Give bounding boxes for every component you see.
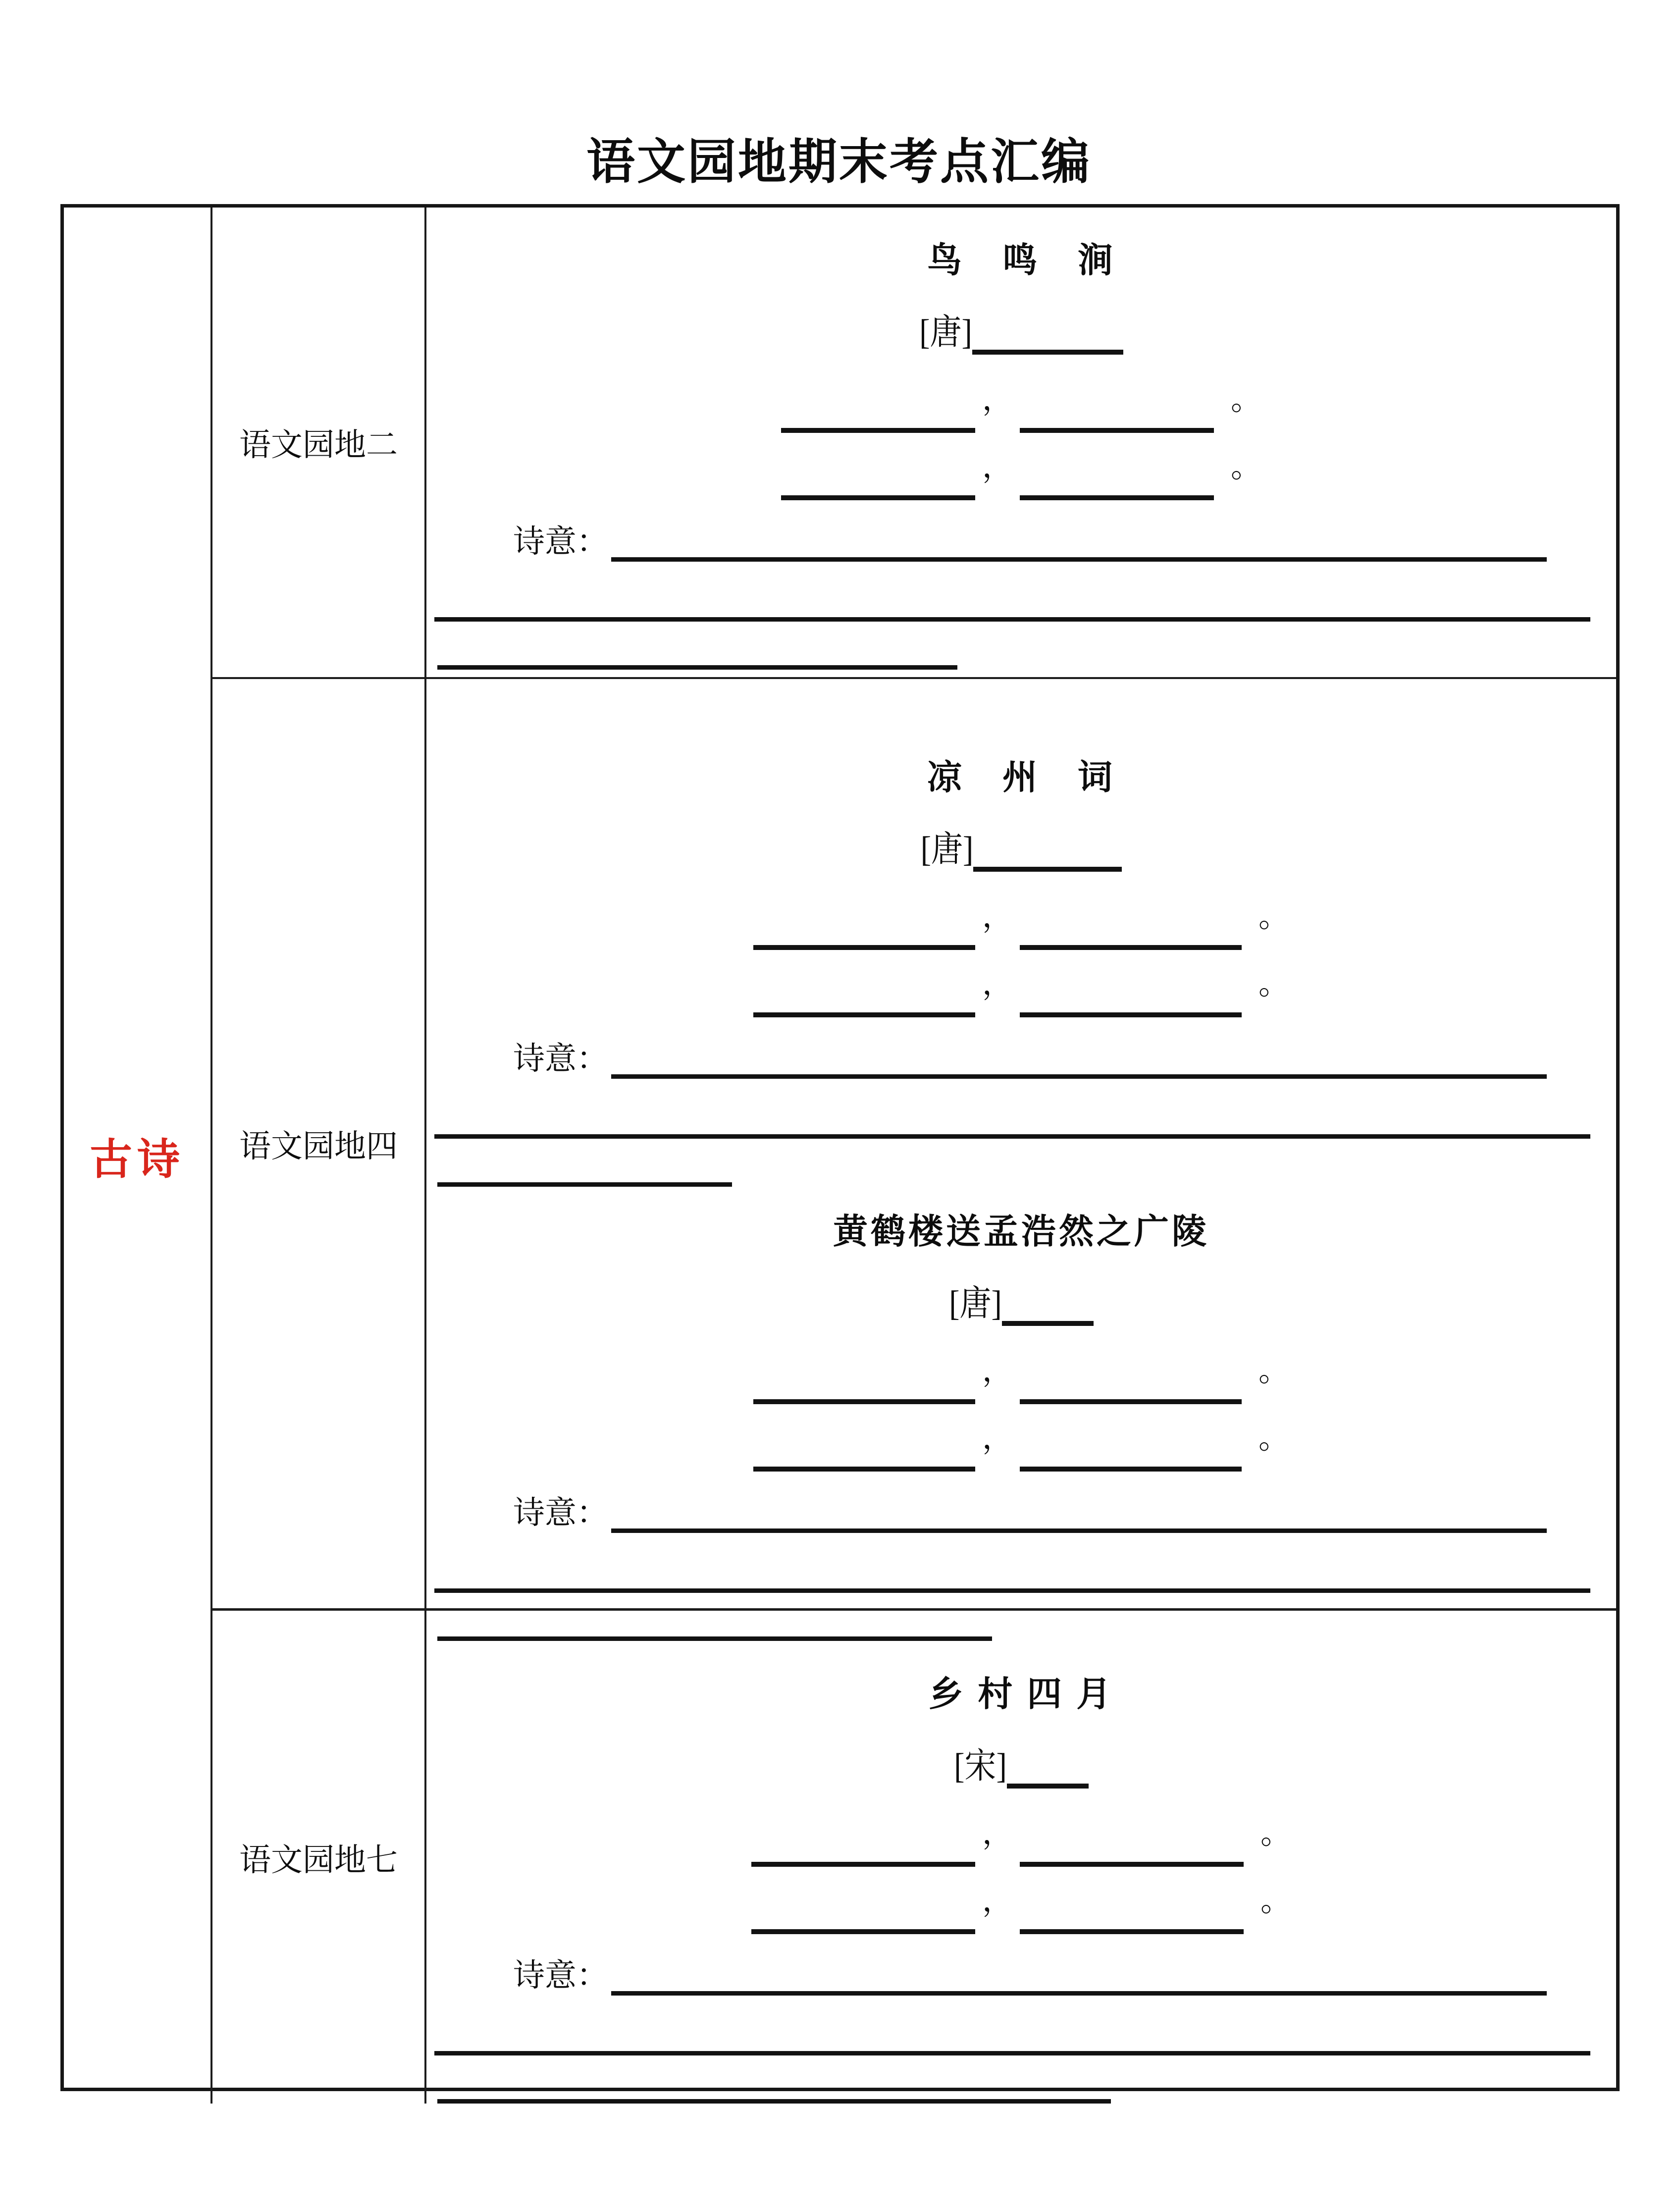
verse-line-2 xyxy=(751,1881,1291,1934)
poem-title: 乡 村 四 月 xyxy=(928,1676,1114,1714)
author-blank-line xyxy=(1002,1271,1094,1326)
verse-blank-line xyxy=(753,1413,975,1472)
poem-title: 凉 州 词 xyxy=(927,759,1115,797)
period: 。 xyxy=(1260,1817,1292,1850)
dynasty-label: [唐] xyxy=(920,829,974,869)
category-label: 古诗 xyxy=(90,1136,185,1183)
author-blank-line xyxy=(1007,1734,1089,1789)
unit-label: 语文园地七 xyxy=(239,1842,398,1878)
poem-author-row xyxy=(919,305,1123,355)
poem-title: 鸟 鸣 涧 xyxy=(927,242,1115,280)
comma: ， xyxy=(982,900,1013,934)
poem-block-xiangcunsiyue xyxy=(426,1611,1616,2104)
period: 。 xyxy=(1258,1354,1290,1388)
author-blank-line xyxy=(972,300,1123,355)
comma: ， xyxy=(982,1884,1013,1918)
author-blank-line xyxy=(973,817,1122,872)
comma: ， xyxy=(982,450,1013,484)
period: 。 xyxy=(1231,450,1262,484)
dynasty-label: [唐] xyxy=(919,312,972,352)
shiyi-blank-line-2 xyxy=(434,2051,1590,2055)
verse-blank-line xyxy=(781,442,975,500)
comma: ， xyxy=(982,967,1013,1001)
verse-blank-line xyxy=(1020,1808,1244,1867)
page-title: 语文园地期末考点汇编 xyxy=(586,135,1092,189)
dynasty-label: [唐] xyxy=(949,1283,1002,1323)
poem-block-liangzhouci xyxy=(426,679,1616,1187)
verse-blank-line xyxy=(753,1346,975,1404)
verse-blank-line xyxy=(751,1876,975,1934)
poem-title: 黄鹤楼送孟浩然之广陵 xyxy=(833,1213,1209,1251)
verse-blank-line xyxy=(781,374,975,433)
poems-table xyxy=(60,204,1620,2091)
comma: ， xyxy=(982,1817,1013,1850)
shiyi-label: 诗意： xyxy=(513,1495,608,1530)
comma: ， xyxy=(982,1354,1013,1388)
verse-blank-line xyxy=(1020,442,1214,500)
period: 。 xyxy=(1231,383,1262,417)
shiyi-blank-line-2 xyxy=(434,1134,1590,1139)
shiyi-blank-line-1 xyxy=(611,1485,1547,1533)
period: 。 xyxy=(1258,967,1290,1001)
poem-block-niaomingjian xyxy=(426,208,1616,670)
poem-author-row xyxy=(954,1739,1089,1789)
poem-author-row xyxy=(921,822,1122,872)
comma: ， xyxy=(982,383,1013,417)
unit-label: 语文园地四 xyxy=(239,1129,398,1164)
period: 。 xyxy=(1260,1884,1292,1918)
verse-line-1 xyxy=(753,1351,1289,1404)
unit-label: 语文园地二 xyxy=(239,427,398,463)
poem-block-huanghelou xyxy=(426,1204,1616,1641)
period: 。 xyxy=(1258,1422,1290,1455)
shiyi-row xyxy=(426,1489,1616,1533)
shiyi-blank-line-1 xyxy=(611,514,1547,562)
verse-line-2 xyxy=(753,964,1289,1017)
dynasty-label: [宋] xyxy=(954,1746,1007,1786)
shiyi-blank-line-1 xyxy=(611,1031,1547,1079)
verse-line-1 xyxy=(753,896,1289,950)
unit-cell-yuwenyuandi-7 xyxy=(210,1608,424,2104)
shiyi-blank-line-3 xyxy=(437,2099,1111,2104)
unit-cell-yuwenyuandi-2 xyxy=(210,208,424,677)
shiyi-label: 诗意： xyxy=(513,1958,608,1993)
shiyi-row xyxy=(426,1035,1616,1079)
verse-blank-line xyxy=(1020,1413,1242,1472)
shiyi-row xyxy=(426,1952,1616,1996)
verse-blank-line xyxy=(1020,1346,1242,1404)
verse-blank-line xyxy=(1020,892,1242,950)
shiyi-blank-line-2 xyxy=(434,617,1590,622)
content-cell-row3 xyxy=(424,1608,1616,2104)
verse-blank-line xyxy=(1020,959,1242,1017)
shiyi-label: 诗意： xyxy=(513,1041,608,1076)
verse-line-1 xyxy=(751,1813,1291,1867)
verse-blank-line xyxy=(1020,1876,1244,1934)
shiyi-row xyxy=(426,518,1616,562)
verse-line-2 xyxy=(753,1418,1289,1472)
content-cell-row2 xyxy=(424,677,1616,1608)
shiyi-blank-line-3 xyxy=(437,1182,732,1187)
comma: ， xyxy=(982,1422,1013,1455)
period: 。 xyxy=(1258,900,1290,934)
shiyi-blank-line-2 xyxy=(434,1588,1590,1593)
verse-line-1 xyxy=(781,379,1261,433)
unit-cell-yuwenyuandi-4 xyxy=(210,677,424,1608)
shiyi-label: 诗意： xyxy=(513,524,608,559)
verse-blank-line xyxy=(1020,374,1214,433)
verse-blank-line xyxy=(751,1808,975,1867)
verse-blank-line xyxy=(753,959,975,1017)
category-cell xyxy=(64,208,210,2104)
shiyi-blank-line-3 xyxy=(437,665,957,670)
content-cell-row1 xyxy=(424,208,1616,677)
verse-blank-line xyxy=(753,892,975,950)
poem-author-row xyxy=(949,1276,1094,1326)
verse-line-2 xyxy=(781,447,1261,500)
shiyi-blank-line-1 xyxy=(611,1948,1547,1996)
